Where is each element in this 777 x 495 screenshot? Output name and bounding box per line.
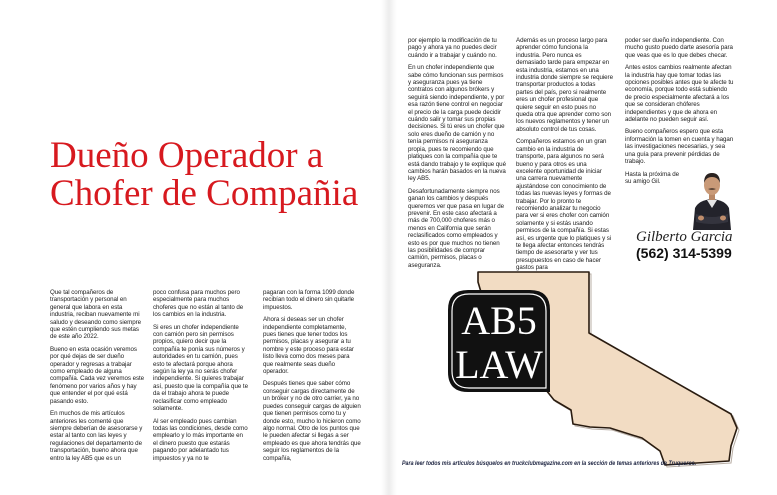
paragraph: poco confusa para muchos pero especialmente para muchos choferes que no están al tanto de los cambios en la industria. (153, 289, 244, 319)
author-portrait-icon (689, 168, 735, 230)
text-column-4 (408, 37, 506, 274)
paragraph: Bueno en esta ocasión veremos por qué dejas de ser dueño operador y regresas a trabajar como empleado de alguna compañía. Cada vez veremos este fenómeno por varios años y hay que entender el por qué está pasando esto. (50, 345, 145, 405)
logo-line-ab5: AB5 (461, 298, 537, 343)
text-column-5 (516, 37, 613, 277)
author-signature: Gilberto Garcia (636, 229, 733, 245)
paragraph: Desafortunadamente siempre nos ganan los cambios y después queremos ver que pasa en lugar de prevenir. En este caso afectará a más de 700,000 choferes más o menos en California que serán reclasificados como empleados y esto es por que muchos no tienen las posibilidades de comprar camión, permisos, placas o aseguranza. (408, 187, 505, 269)
paragraph: En un chofer independiente que sabe cómo funcionan sus permisos y aseguranza pues ya tiene contratos con algunos brókers y seguirá siendo independiente, y por esa razón tiene control en negociar el precio de la carga puede decidir cuándo salir y tomar sus propias decisiones. Si tú eres un chofer que solo eres dueño de camión y no tenía permisos ni aseguranza propia, pues te recomiendo que platiques con la compañía que te está dando trabajo y te explique qué cambios harán basados en la nueva ley AB5. (408, 64, 506, 183)
paragraph: Ahora si deseas ser un chofer independiente completamente, pues tienes que tener todos los permisos, placas y asegurar a tu nombre y este proceso para estar listo lleva como dos meses para que realmente seas dueño operador. (263, 316, 354, 376)
paragraph: Además es un proceso largo para aprender cómo funciona la industria. Pero nunca es demasiado tarde para empezar en esta industria, estamos en una industria donde siempre se requiere transportar productos a todas partes del país, pero si realmente eres un chofer profesional que quiere seguir en esto pues no queda otra que aprender como son los nuevos reglamentos y tener un absoluto control de tus cosas. (516, 37, 613, 133)
text-column-3 (263, 289, 361, 467)
title-line-1: Dueño Operador a (50, 135, 324, 176)
paragraph: por ejemplo la modificación de tu pago y ahora ya no puedes decir cuándo ir a trabajar y cuándo no. (408, 37, 497, 59)
author-photo (689, 168, 735, 230)
article-title (50, 137, 358, 213)
paragraph: Si eres un chofer independiente con camión pero sin permisos propios, quiero decir que la compañía te ponía sus números y autoridades en tu camión, pues esto te afectará porque ahora según la ley ya no serás chofer independiente. Si quieres trabajar así, puesto que la compañía que te da el trabajo ahora te puede reclasificar como empleado solamente. (153, 323, 248, 413)
text-column-2 (153, 289, 249, 467)
page-gutter (381, 0, 397, 495)
paragraph: Hasta la próxima de su amigo Gil. (625, 170, 680, 185)
ab5-law-logo (446, 288, 552, 394)
paragraph: Que tal compañeros de transportación y personal en general que labora en esta industria, reciban nuevamente mi saludo y deseando como siempre que estén cumpliendo sus metas de este año 2022. (50, 289, 142, 341)
paragraph: Al ser empleado pues cambian todas las condiciones, desde como emplearlo y lo más importante en el dinero puesto que estarás pagando por adelantado tus impuestos y ya no te (153, 417, 248, 462)
paragraph: Bueno compañeros espero que esta información la tomen en cuenta y hagan las investigaciones necesarias, y sea una guía para prevenir pérdidas de trabajo. (625, 128, 734, 166)
paragraph: En muchos de mis artículos anteriores les comenté que siempre deberían de asesorarse y estar al tanto con las leyes y regulaciones del departamento de transportación, bueno ahora que entro la ley AB5 que es un (50, 410, 143, 462)
footer-note: Para leer todos mis artículos búsquelos en truckclubmagazine.com en la sección de temas anteriores de Truqueros. (402, 460, 697, 467)
author-phone: (562) 314-5399 (636, 245, 732, 261)
title-line-2: Chofer de Compañia (50, 173, 359, 214)
text-column-6 (625, 37, 735, 230)
logo-line-law: LAW (455, 342, 543, 387)
paragraph: Después tienes que saber cómo conseguir cargas directamente de un bróker y no de otro carrier, ya no puedes conseguir cargas de alguien que tienen permisos como tu y donde esto, mucho lo hicieron como algo normal. Otro de los puntos que le pueden afectar si llegas a ser empleado es que ahora tendrás que seguir los reglamentos de la compañía, (263, 380, 361, 462)
paragraph: poder ser dueño independiente. Con mucho gusto puedo darte asesoría para que veas que es lo que debes checar. (625, 37, 733, 59)
paragraph: Antes estos cambios realmente afectan la industria hay que tomar todas las opciones posibles antes que te afecte tu economía, porque todo está subiendo de precio especialmente afectará a los que se consideran chóferes independientes y que de ahora en adelante no pueden seguir así. (625, 64, 734, 124)
paragraph: pagaran con la forma 1099 donde recibían todo el dinero sin quitarle impuestos. (263, 289, 355, 311)
text-column-1 (50, 289, 146, 467)
paragraph: Compañeros estamos en un gran cambio en la industria de transporte, para algunos no será bueno y para otros es una excelente oportunidad de iniciar una carrera nuevamente ajustándose con conocimiento de todas las nuevas leyes y formas de trabajar. Por lo pronto te recomiendo analizar tu negocio para ver si eres chofer con camión solamente y si estás usando permisos de la compañía. Si estas así, es urgente que lo platiques y si te llega afectar entonces tendrás tiempo de asesorarte y ver tus presupuestos en caso de hacer gastos para (516, 138, 612, 272)
